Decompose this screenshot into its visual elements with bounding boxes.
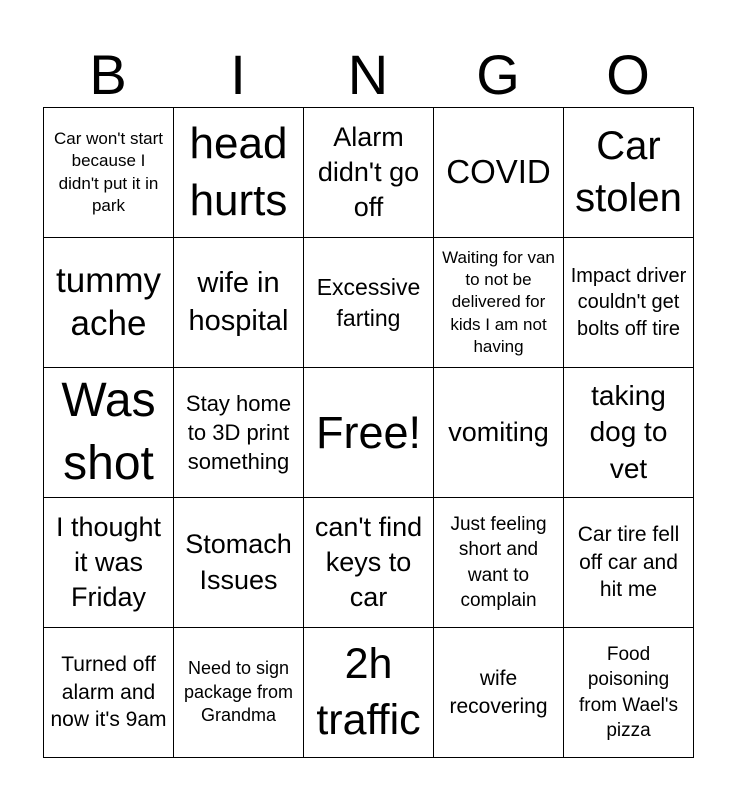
bingo-cell-text: head hurts: [189, 119, 288, 225]
header-letter-g: G: [476, 43, 520, 106]
bingo-cell-r2c2[interactable]: [174, 238, 304, 368]
bingo-cell-text: Was shot: [61, 374, 156, 490]
bingo-cell-r4c2[interactable]: [174, 498, 304, 628]
bingo-cell-r5c2[interactable]: [174, 628, 304, 758]
bingo-cell-r2c3[interactable]: [304, 238, 434, 368]
bingo-cell-text: I thought it was Friday: [55, 511, 162, 613]
bingo-cell-text: COVID: [446, 153, 551, 191]
bingo-cell-text: Car won't start because I didn't put it in park: [53, 129, 164, 215]
bingo-cell-r2c5[interactable]: [564, 238, 694, 368]
bingo-cell-text: Free!: [315, 406, 422, 458]
bingo-cell-r5c3[interactable]: [304, 628, 434, 758]
bingo-cell-text: Alarm didn't go off: [317, 121, 420, 223]
bingo-cell-r5c4[interactable]: [434, 628, 564, 758]
bingo-cell-text: vomiting: [448, 416, 549, 447]
bingo-cell-r4c4[interactable]: [434, 498, 564, 628]
bingo-cell-text: 2h traffic: [316, 640, 421, 744]
bingo-cell-text: tummy ache: [56, 260, 161, 343]
bingo-cell-text: Impact driver couldn't get bolts off tire: [570, 264, 687, 340]
bingo-board: [43, 107, 694, 758]
bingo-cell-text: taking dog to vet: [589, 379, 668, 484]
bingo-cell-r2c4[interactable]: [434, 238, 564, 368]
bingo-cell-r3c3[interactable]: [304, 368, 434, 498]
bingo-cell-r3c4[interactable]: [434, 368, 564, 498]
bingo-cell-text: Stomach Issues: [185, 529, 292, 595]
bingo-cell-r1c3[interactable]: [304, 108, 434, 238]
header-letter-i: I: [230, 43, 246, 106]
bingo-cell-r5c5[interactable]: [564, 628, 694, 758]
header-letter-o: O: [606, 43, 650, 106]
bingo-cell-text: Stay home to 3D print something: [185, 390, 292, 475]
bingo-cell-r3c5[interactable]: [564, 368, 694, 498]
header-letter-b: B: [89, 43, 127, 106]
bingo-cell-text: wife in hospital: [188, 266, 289, 337]
bingo-cell-r3c1[interactable]: [44, 368, 174, 498]
bingo-cell-text: Car stolen: [575, 124, 682, 220]
bingo-cell-text: Just feeling short and want to complain: [450, 514, 547, 611]
bingo-cell-r1c5[interactable]: [564, 108, 694, 238]
bingo-cell-r2c1[interactable]: [44, 238, 174, 368]
bingo-cell-r1c1[interactable]: [44, 108, 174, 238]
bingo-cell-text: Turned off alarm and now it's 9am: [50, 652, 167, 732]
header-letter-n: N: [347, 43, 389, 106]
bingo-cell-text: Excessive farting: [316, 274, 421, 331]
bingo-cell-r1c4[interactable]: [434, 108, 564, 238]
bingo-cell-r4c3[interactable]: [304, 498, 434, 628]
bingo-cell-r4c1[interactable]: [44, 498, 174, 628]
bingo-cell-text: Car tire fell off car and hit me: [577, 522, 680, 602]
bingo-cell-r3c2[interactable]: [174, 368, 304, 498]
bingo-cell-r1c2[interactable]: [174, 108, 304, 238]
bingo-header: [43, 44, 693, 106]
bingo-cell-r4c5[interactable]: [564, 498, 694, 628]
bingo-cell-text: Waiting for van to not be delivered for kids I am not having: [442, 248, 555, 356]
bingo-cell-text: wife recovering: [449, 666, 548, 718]
bingo-cell-r5c1[interactable]: [44, 628, 174, 758]
bingo-cell-text: can't find keys to car: [314, 511, 423, 613]
bingo-cell-text: Need to sign package from Grandma: [183, 657, 294, 726]
bingo-cell-text: Food poisoning from Wael's pizza: [579, 644, 678, 741]
